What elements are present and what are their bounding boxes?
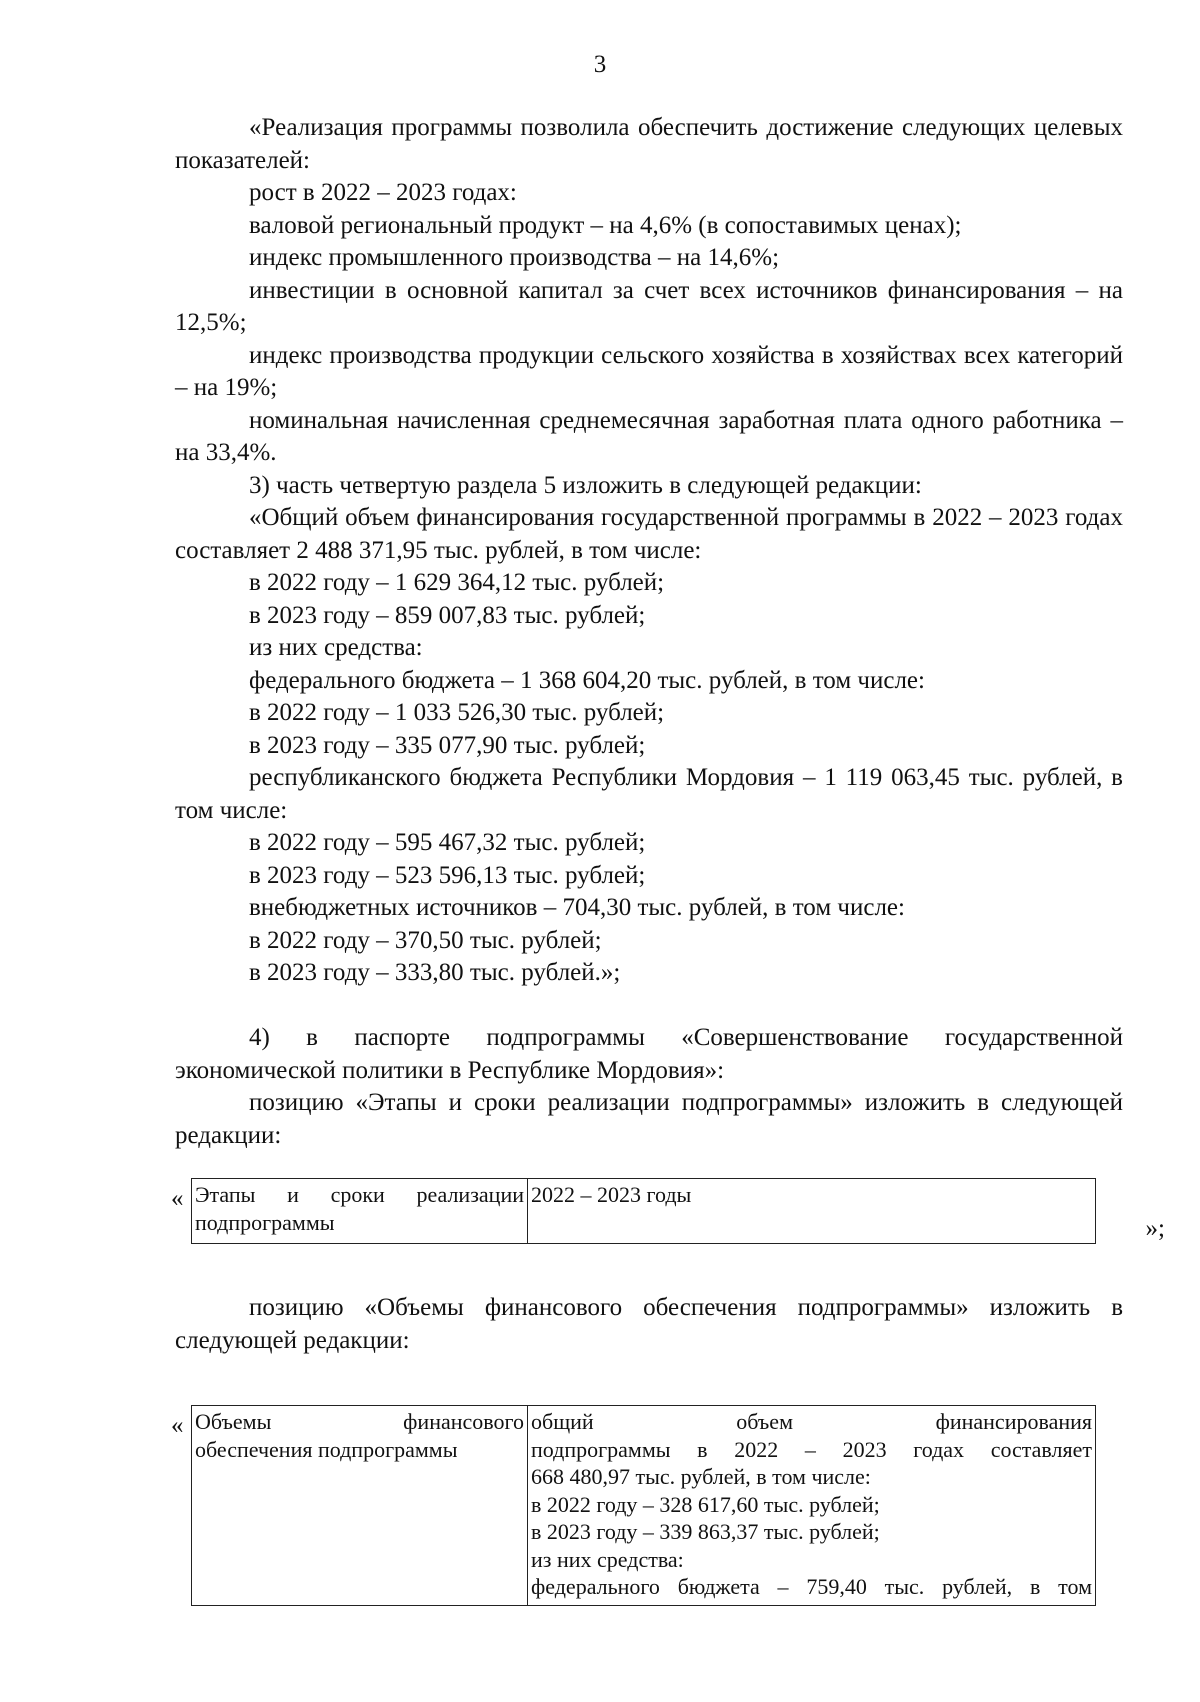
paragraph: 3) часть четвертую раздела 5 изложить в следующей редакции: [249,471,922,499]
paragraph: инвестиции в основной капитал за счет всех источников финансирования – на 12,5%; [175,276,1123,336]
paragraph: индекс производства продукции сельского хозяйства в хозяйствах всех категорий – на 19%; [175,341,1123,401]
table-cell-value [528,1179,1096,1244]
spacer [175,1357,1123,1383]
paragraph: из них средства: [249,634,423,661]
open-quote: « [171,1412,184,1439]
funding-table-block [171,1405,1123,1606]
close-quote: »; [1145,1215,1165,1242]
spacer [175,1244,1123,1270]
stages-table [191,1178,1096,1244]
paragraph: индекс промышленного производства – на 14,6%; [249,244,780,271]
funding-table [191,1405,1096,1606]
blank-line [175,990,1123,1023]
paragraph: позицию «Этапы и сроки реализации подпрограммы» изложить в следующей редакции: [175,1089,1123,1149]
cell-text-line: из них средства: [531,1546,684,1572]
paragraph: номинальная начисленная среднемесячная заработная плата одного работника – на 33,4%. [175,406,1123,466]
table-cell-label [192,1179,528,1244]
table-cell-label [192,1406,528,1606]
cell-text-line: в 2023 году – 339 863,37 тыс. рублей; [531,1519,880,1544]
paragraph: в 2022 году – 595 467,32 тыс. рублей; [249,829,646,856]
paragraph: позицию «Объемы финансового обеспечения подпрограммы» изложить в следующей редакции: [175,1294,1123,1354]
paragraph: в 2023 году – 333,80 тыс. рублей.»; [249,959,621,986]
paragraph: внебюджетных источников – 704,30 тыс. рублей, в том числе: [249,894,905,921]
paragraph: федерального бюджета – 1 368 604,20 тыс. рублей, в том числе: [249,666,925,694]
cell-text-line: подпрограммы [195,1209,335,1235]
table-row [192,1179,1096,1244]
page-number: 3 [593,51,607,78]
cell-text-line: подпрограммы в 2022 – 2023 годах составляет [531,1436,1092,1462]
paragraph: в 2023 году – 523 596,13 тыс. рублей; [249,861,646,889]
cell-text-line: Этапы и сроки реализации [195,1182,524,1207]
cell-text-line: Объемы финансового [195,1409,524,1434]
cell-text-line: общий объем финансирования [531,1409,1092,1434]
paragraph: рост в 2022 – 2023 годах: [249,179,517,206]
paragraph: в 2022 году – 1 033 526,30 тыс. рублей; [249,699,665,726]
spacer [175,1383,1123,1405]
table-cell-value [528,1406,1096,1606]
cell-text-line: обеспечения подпрограммы [195,1436,458,1462]
cell-text-line: в 2022 году – 328 617,60 тыс. рублей; [531,1491,880,1517]
paragraph: «Реализация программы позволила обеспечить достижение следующих целевых показателей: [175,114,1123,174]
paragraph: 4) в паспорте подпрограммы «Совершенствование государственной экономической политики в Республике Мордовия»: [175,1024,1123,1084]
document-body [171,112,1165,1606]
paragraph: «Общий объем финансирования государственной программы в 2022 – 2023 годах составляет 2 488 371,95 тыс. рублей, в том числе: [175,504,1123,564]
cell-text-line: 2022 – 2023 годы [531,1182,692,1207]
stages-table-block [171,1178,1165,1244]
paragraph: валовой региональный продукт – на 4,6% (в сопоставимых ценах); [249,211,962,239]
cell-text-line: федерального бюджета – 759,40 тыс. рублей, в том [531,1574,1092,1599]
open-quote: « [171,1185,184,1212]
spacer [175,1152,1123,1178]
cell-text-line: 668 480,97 тыс. рублей, в том числе: [531,1464,871,1489]
paragraph: в 2023 году – 335 077,90 тыс. рублей; [249,731,646,759]
paragraph: в 2022 году – 1 629 364,12 тыс. рублей; [249,569,665,596]
paragraph: республиканского бюджета Республики Мордовия – 1 119 063,45 тыс. рублей, в том числе: [175,764,1123,824]
paragraph: в 2022 году – 370,50 тыс. рублей; [249,926,602,954]
spacer [175,1270,1123,1292]
paragraph: в 2023 году – 859 007,83 тыс. рублей; [249,601,646,629]
table-row [192,1406,1096,1606]
